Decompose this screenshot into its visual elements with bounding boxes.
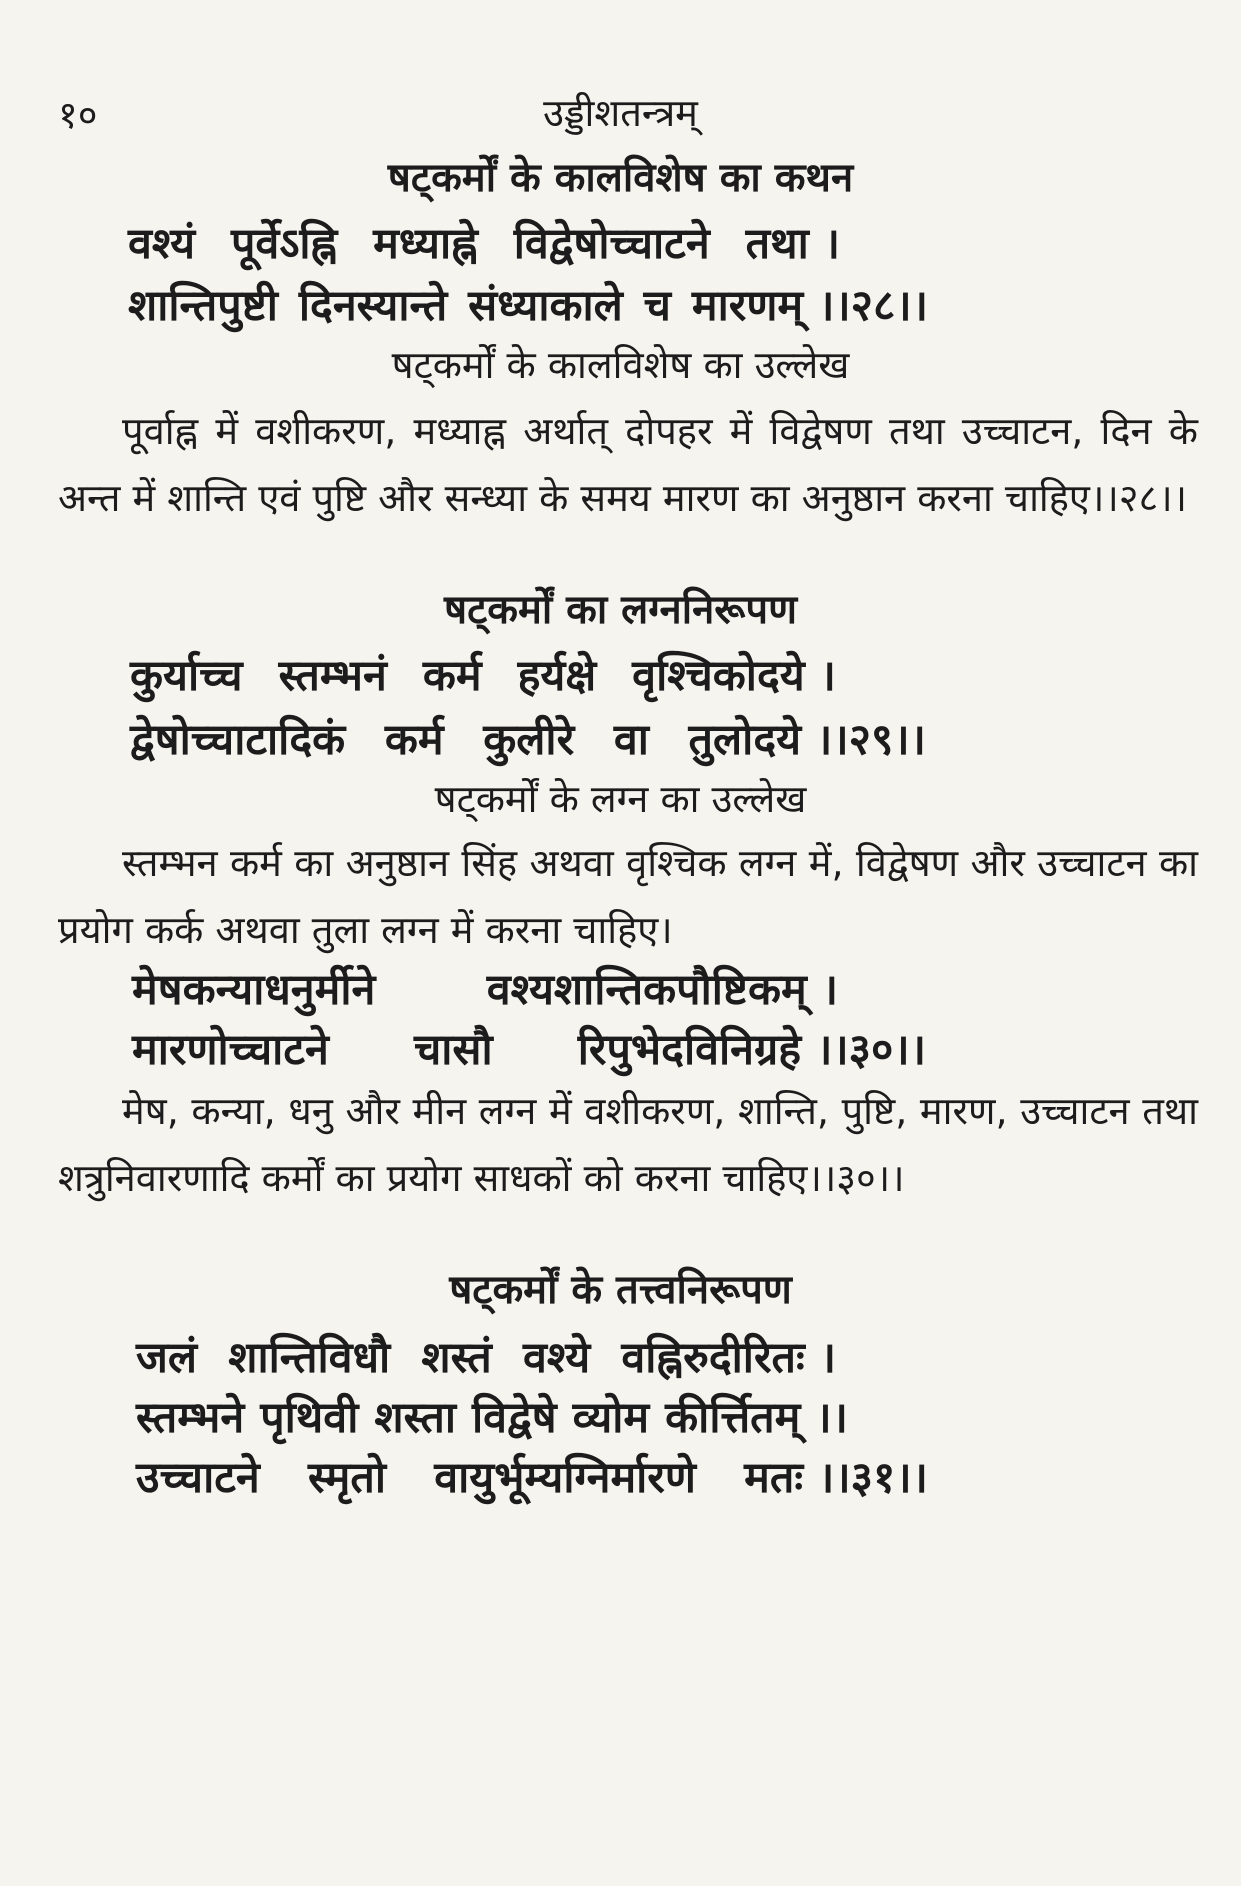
verse-word: वश्यं [128,219,196,269]
verse-word: चासौ [413,1025,493,1075]
verse-30-line-2 [132,1018,926,1077]
verse-word: मेषकन्याधनुर्मीने [132,965,376,1015]
verse-28-line-1 [128,212,840,271]
verse-word: कुर्याच्च [130,651,243,701]
verse-word: मतः ।।३१।। [744,1453,928,1503]
verse-word: वायुर्भूम्यग्निर्मारणे [434,1453,696,1503]
verse-word: द्वेषोच्चाटादिकं [130,715,346,765]
commentary-30 [58,1078,1198,1212]
verse-word: स्मृतो [307,1453,387,1503]
commentary-text: पूर्वाह्न में वशीकरण, मध्याह्न अर्थात् दोपहर में विद्वेषण तथा उच्चाटन, दिन के अन्त में शान्ति एवं पुष्टि और सन्ध्या के समय मारण का अनुष्ठान करना चाहिए।।२८।। [58,409,1198,520]
verse-word: स्तम्भने [136,1393,245,1443]
commentary-text: स्तम्भन कर्म का अनुष्ठान सिंह अथवा वृश्चिक लग्न में, विद्वेषण और उच्चाटन का प्रयोग कर्क अथवा तुला लग्न में करना चाहिए। [58,841,1198,952]
commentary-29 [58,830,1198,964]
verse-28-line-2 [128,274,928,333]
verse-word: शस्ता [374,1393,456,1443]
verse-word: संध्याकाले [468,281,623,331]
section-heading-2: षट्कर्मों का लग्ननिरूपण [443,587,798,633]
verse-word: मारणम् ।।२८।। [691,281,928,331]
section-subheading-1: षट्कर्मों के कालविशेष का उल्लेख [391,343,850,387]
verse-word: वृश्चिकोदये । [632,651,836,701]
verse-word: कर्म [422,651,482,701]
verse-word: हर्यक्षे [517,651,597,701]
verse-word: तथा । [745,219,840,269]
running-header-title: उड्डीशतन्त्रम् [543,91,698,135]
verse-word: च [643,281,671,331]
verse-word: शान्तिपुष्टी [128,281,278,331]
page-number: १० [58,93,98,137]
verse-word: तुलोदये ।।२९।। [688,715,926,765]
verse-word: विद्वेषे [472,1393,557,1443]
commentary-text: मेष, कन्या, धनु और मीन लग्न में वशीकरण, शान्ति, पुष्टि, मारण, उच्चाटन तथा शत्रुनिवारणादि कर्मों का प्रयोग साधकों को करना चाहिए।।३०।। [58,1089,1198,1200]
verse-31-line-3 [136,1446,928,1505]
section-heading-4: षट्कर्मों के तत्त्वनिरूपण [449,1267,792,1313]
verse-word: व्योम [572,1393,650,1443]
verse-29-line-2 [130,708,926,767]
verse-30-line-1 [132,958,838,1017]
verse-word: विद्वेषोच्चाटने [513,219,710,269]
verse-word: कर्म [384,715,444,765]
verse-word: पृथिवी [260,1393,359,1443]
verse-word: मारणोच्चाटने [132,1025,329,1075]
verse-31-line-1 [136,1326,836,1385]
verse-word: उच्चाटने [136,1453,260,1503]
verse-word: कीर्त्तितम् ।। [665,1393,848,1443]
verse-word: कुलीरे [483,715,575,765]
verse-word: वा [613,715,649,765]
verse-word: मध्याह्ने [373,219,478,269]
verse-word: जलं [136,1333,198,1383]
section-subheading-2: षट्कर्मों के लग्न का उल्लेख [434,777,807,821]
verse-word: शान्तिविधौ [228,1333,391,1383]
verse-31-line-2 [136,1386,848,1445]
verse-word: वश्यशान्तिकपौष्टिकम् । [486,965,838,1015]
verse-word: दिनस्यान्ते [298,281,448,331]
commentary-28 [58,398,1198,532]
verse-word: शस्तं [421,1333,492,1383]
verse-word: वश्ये [523,1333,591,1383]
verse-word: रिपुभेदविनिग्रहे ।।३०।। [577,1025,926,1075]
verse-word: वह्निरुदीरितः । [621,1333,836,1383]
verse-29-line-1 [130,644,836,703]
section-heading-1: षट्कर्मों के कालविशेष का कथन [387,155,854,201]
verse-word: स्तम्भनं [278,651,387,701]
verse-word: पूर्वेऽह्नि [231,219,338,269]
